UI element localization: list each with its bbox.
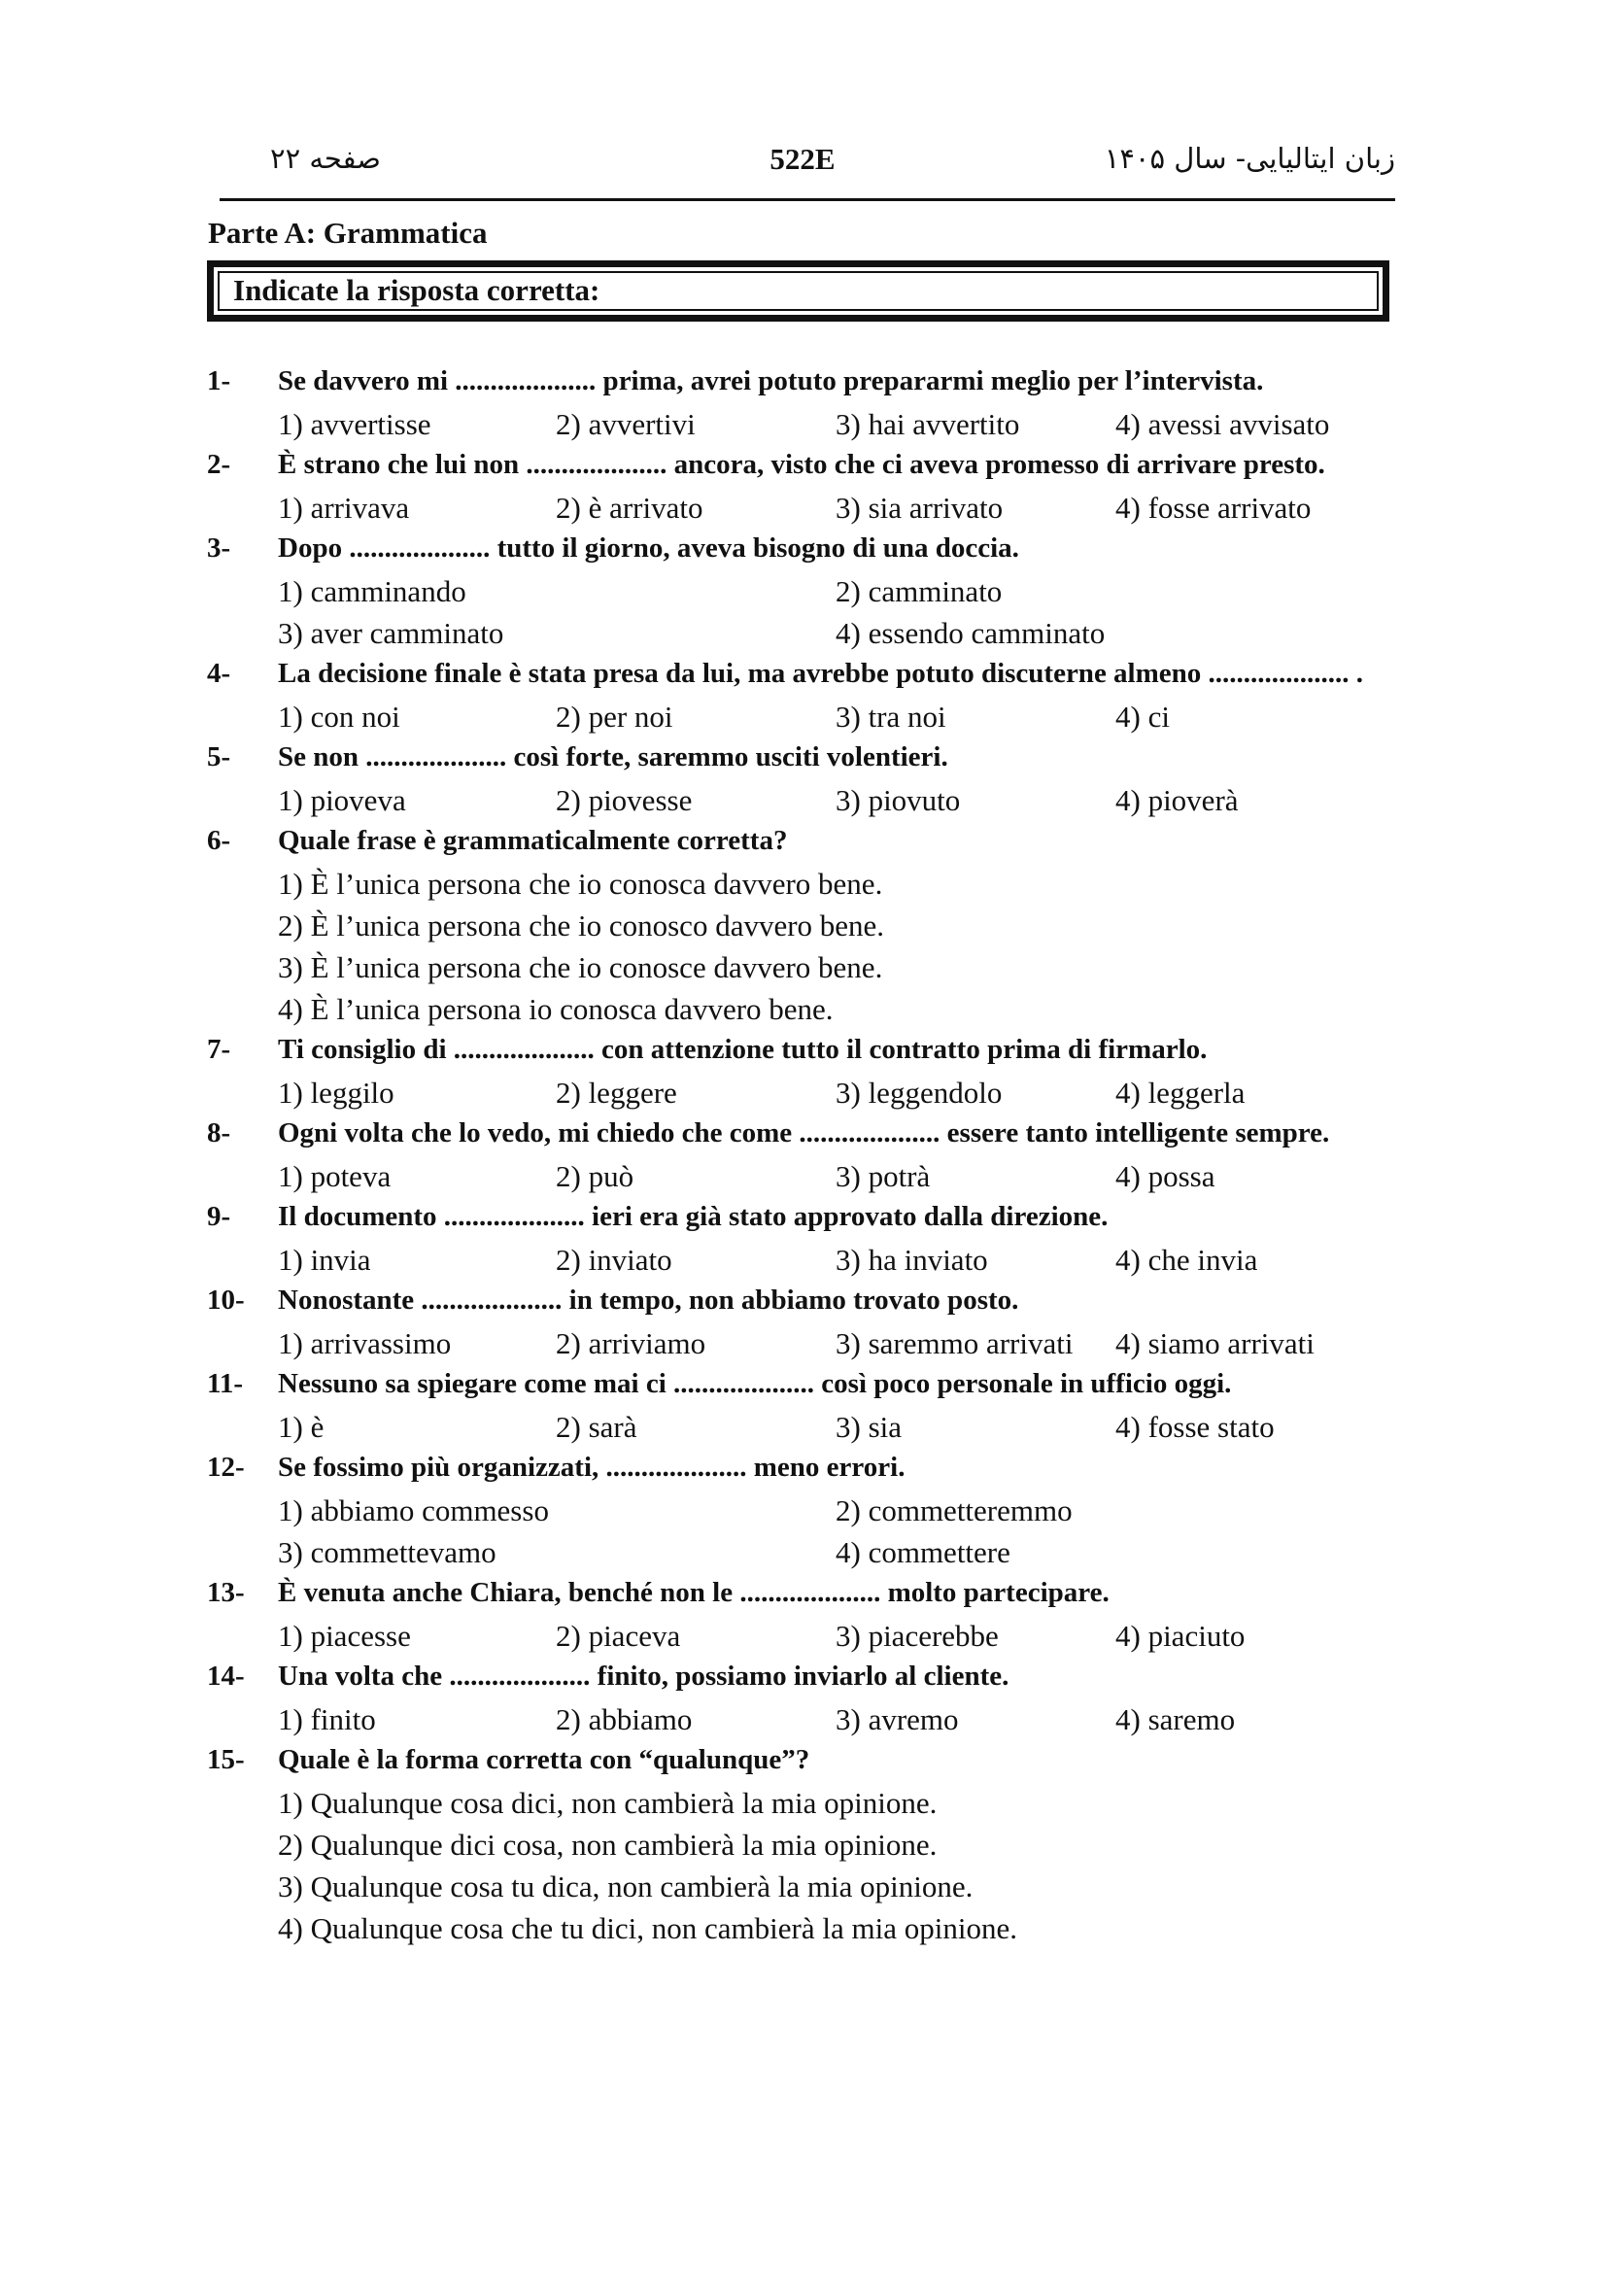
options-row [207,1869,1412,1911]
options-row [207,908,1412,950]
exam-code: 522E [769,142,836,176]
option-1[interactable]: 1) finito [278,1702,376,1736]
page-number: صفحه ۲۲ [270,142,381,175]
option-4[interactable]: 4) fosse arrivato [1115,491,1312,525]
question-6 [207,825,1412,1034]
question-number: 7- [207,1034,231,1065]
question-text: Dopo .................... tutto il giorno, aveva bisogno di una doccia. [278,532,1019,564]
question-text: La decisione finale è stata presa da lui, ma avrebbe potuto discuterne almeno .................... . [278,658,1364,689]
option-4[interactable]: 4) leggerla [1115,1076,1246,1110]
question-text: Il documento .................... ieri era già stato approvato dalla direzione. [278,1201,1109,1232]
question-8 [207,1117,1412,1201]
option-2[interactable]: 2) leggere [556,1076,677,1110]
option-1[interactable]: 1) è [278,1410,325,1444]
option-4[interactable]: 4) possa [1115,1159,1215,1193]
options-row [207,616,1412,658]
option-3[interactable]: 3) piovuto [836,783,961,817]
question-number: 13- [207,1577,245,1608]
option-3[interactable]: 3) piacerebbe [836,1619,999,1653]
question-stem [207,1661,1412,1702]
option-3[interactable]: 3) hai avvertito [836,407,1020,441]
question-stem [207,449,1412,491]
question-stem [207,1452,1412,1493]
options-row [207,574,1412,616]
question-text: Quale è la forma corretta con “qualunque”? [278,1744,810,1775]
option-4[interactable]: 4) ci [1115,700,1170,734]
option-2[interactable]: 2) camminato [836,574,1003,608]
question-stem [207,1201,1412,1243]
options-row [207,1828,1412,1869]
option-4[interactable]: 4) essendo camminato [836,616,1106,650]
option-1[interactable]: 1) pioveva [278,783,406,817]
question-text: È strano che lui non .................... ancora, visto che ci aveva promesso di arrivare presto. [278,449,1325,480]
options-row [207,1702,1412,1744]
option-1[interactable]: 1) È l’unica persona che io conosca davvero bene. [278,867,883,901]
question-5 [207,741,1412,825]
option-3[interactable]: 3) saremmo arrivati [836,1326,1074,1360]
option-1[interactable]: 1) poteva [278,1159,392,1193]
question-text: Quale frase è grammaticalmente corretta? [278,825,788,856]
question-number: 11- [207,1368,244,1399]
options-row [207,1159,1412,1201]
question-text: Nonostante .................... in tempo, non abbiamo trovato posto. [278,1285,1019,1316]
question-number: 9- [207,1201,231,1232]
option-3[interactable]: 3) commettevamo [278,1535,496,1569]
option-3[interactable]: 3) leggendolo [836,1076,1003,1110]
question-list [207,365,1412,1953]
question-14 [207,1661,1412,1744]
question-number: 4- [207,658,231,689]
question-stem [207,825,1412,867]
page-header [210,142,1395,188]
option-1[interactable]: 1) leggilo [278,1076,394,1110]
option-3[interactable]: 3) aver camminato [278,616,504,650]
options-row [207,1911,1412,1953]
option-2[interactable]: 2) avvertivi [556,407,696,441]
option-3[interactable]: 3) È l’unica persona che io conosce davvero bene. [278,950,883,984]
option-4[interactable]: 4) piaciuto [1115,1619,1246,1653]
option-2[interactable]: 2) piaceva [556,1619,681,1653]
question-stem [207,1285,1412,1326]
question-13 [207,1577,1412,1661]
question-text: Se davvero mi .................... prima, avrei potuto prepararmi meglio per l’intervista. [278,365,1264,396]
question-12 [207,1452,1412,1577]
section-title: Parte A: Grammatica [208,216,488,250]
question-text: Se non .................... così forte, saremmo usciti volentieri. [278,741,948,772]
option-2[interactable]: 2) abbiamo [556,1702,693,1736]
question-number: 2- [207,449,231,480]
option-4[interactable]: 4) pioverà [1115,783,1239,817]
option-1[interactable]: 1) arrivassimo [278,1326,452,1360]
question-number: 3- [207,532,231,564]
option-1[interactable]: 1) avvertisse [278,407,431,441]
option-4[interactable]: 4) avessi avvisato [1115,407,1330,441]
option-2[interactable]: 2) piovesse [556,783,693,817]
question-text: Nessuno sa spiegare come mai ci .................... così poco personale in ufficio oggi. [278,1368,1232,1399]
instruction-text: Indicate la risposta corretta: [233,273,600,307]
question-stem [207,741,1412,783]
question-10 [207,1285,1412,1368]
option-2[interactable]: 2) inviato [556,1243,672,1277]
question-number: 8- [207,1117,231,1148]
option-2[interactable]: 2) per noi [556,700,673,734]
option-3[interactable]: 3) Qualunque cosa tu dica, non cambierà la mia opinione. [278,1869,974,1903]
question-stem [207,1744,1412,1786]
option-2[interactable]: 2) sarà [556,1410,637,1444]
option-4[interactable]: 4) commettere [836,1535,1010,1569]
option-1[interactable]: 1) arrivava [278,491,410,525]
question-number: 14- [207,1661,245,1692]
options-row [207,1619,1412,1661]
question-text: È venuta anche Chiara, benché non le .................... molto partecipare. [278,1577,1110,1608]
option-1[interactable]: 1) abbiamo commesso [278,1493,549,1527]
options-row [207,1076,1412,1117]
option-3[interactable]: 3) potrà [836,1159,931,1193]
question-9 [207,1201,1412,1285]
question-text: Ti consiglio di .................... con attenzione tutto il contratto prima di firmarlo. [278,1034,1208,1065]
question-2 [207,449,1412,532]
question-stem [207,365,1412,407]
option-1[interactable]: 1) camminando [278,574,466,608]
question-number: 10- [207,1285,245,1316]
question-stem [207,658,1412,700]
option-4[interactable]: 4) siamo arrivati [1115,1326,1315,1360]
option-2[interactable]: 2) È l’unica persona che io conosco davvero bene. [278,908,885,942]
question-stem [207,1368,1412,1410]
options-row [207,867,1412,908]
option-1[interactable]: 1) invia [278,1243,371,1277]
option-1[interactable]: 1) Qualunque cosa dici, non cambierà la mia opinione. [278,1786,938,1820]
option-3[interactable]: 3) sia arrivato [836,491,1004,525]
question-number: 1- [207,365,231,396]
question-number: 5- [207,741,231,772]
question-1 [207,365,1412,449]
question-text: Una volta che .................... finito, possiamo inviarlo al cliente. [278,1661,1009,1692]
option-1[interactable]: 1) con noi [278,700,400,734]
question-3 [207,532,1412,658]
option-1[interactable]: 1) piacesse [278,1619,411,1653]
exam-subject-year: زبان ایتالیایی- سال ۱۴۰۵ [1104,142,1395,175]
question-4 [207,658,1412,741]
option-4[interactable]: 4) che invia [1115,1243,1258,1277]
question-number: 15- [207,1744,245,1775]
options-row [207,1535,1412,1577]
option-4[interactable]: 4) È l’unica persona io conosca davvero bene. [278,992,834,1026]
question-number: 12- [207,1452,245,1483]
instruction-box [207,260,1389,322]
option-2[interactable]: 2) Qualunque dici cosa, non cambierà la mia opinione. [278,1828,938,1862]
question-stem [207,1577,1412,1619]
question-7 [207,1034,1412,1117]
options-row [207,992,1412,1034]
option-3[interactable]: 3) sia [836,1410,903,1444]
question-number: 6- [207,825,231,856]
question-stem [207,532,1412,574]
option-4[interactable]: 4) fosse stato [1115,1410,1275,1444]
option-2[interactable]: 2) è arrivato [556,491,703,525]
options-row [207,1493,1412,1535]
options-row [207,1410,1412,1452]
options-row [207,950,1412,992]
question-stem [207,1117,1412,1159]
option-3[interactable]: 3) tra noi [836,700,946,734]
header-rule [220,198,1395,201]
option-2[interactable]: 2) commetteremmo [836,1493,1073,1527]
question-stem [207,1034,1412,1076]
option-4[interactable]: 4) saremo [1115,1702,1236,1736]
options-row [207,491,1412,532]
options-row [207,1326,1412,1368]
options-row [207,700,1412,741]
question-text: Se fossimo più organizzati, .................... meno errori. [278,1452,906,1483]
option-4[interactable]: 4) Qualunque cosa che tu dici, non cambierà la mia opinione. [278,1911,1017,1945]
option-2[interactable]: 2) arriviamo [556,1326,706,1360]
options-row [207,1786,1412,1828]
option-3[interactable]: 3) avremo [836,1702,959,1736]
option-3[interactable]: 3) ha inviato [836,1243,988,1277]
options-row [207,407,1412,449]
options-row [207,783,1412,825]
option-2[interactable]: 2) può [556,1159,634,1193]
question-15 [207,1744,1412,1953]
options-row [207,1243,1412,1285]
question-11 [207,1368,1412,1452]
question-text: Ogni volta che lo vedo, mi chiedo che come .................... essere tanto intelligente sempre. [278,1117,1330,1148]
